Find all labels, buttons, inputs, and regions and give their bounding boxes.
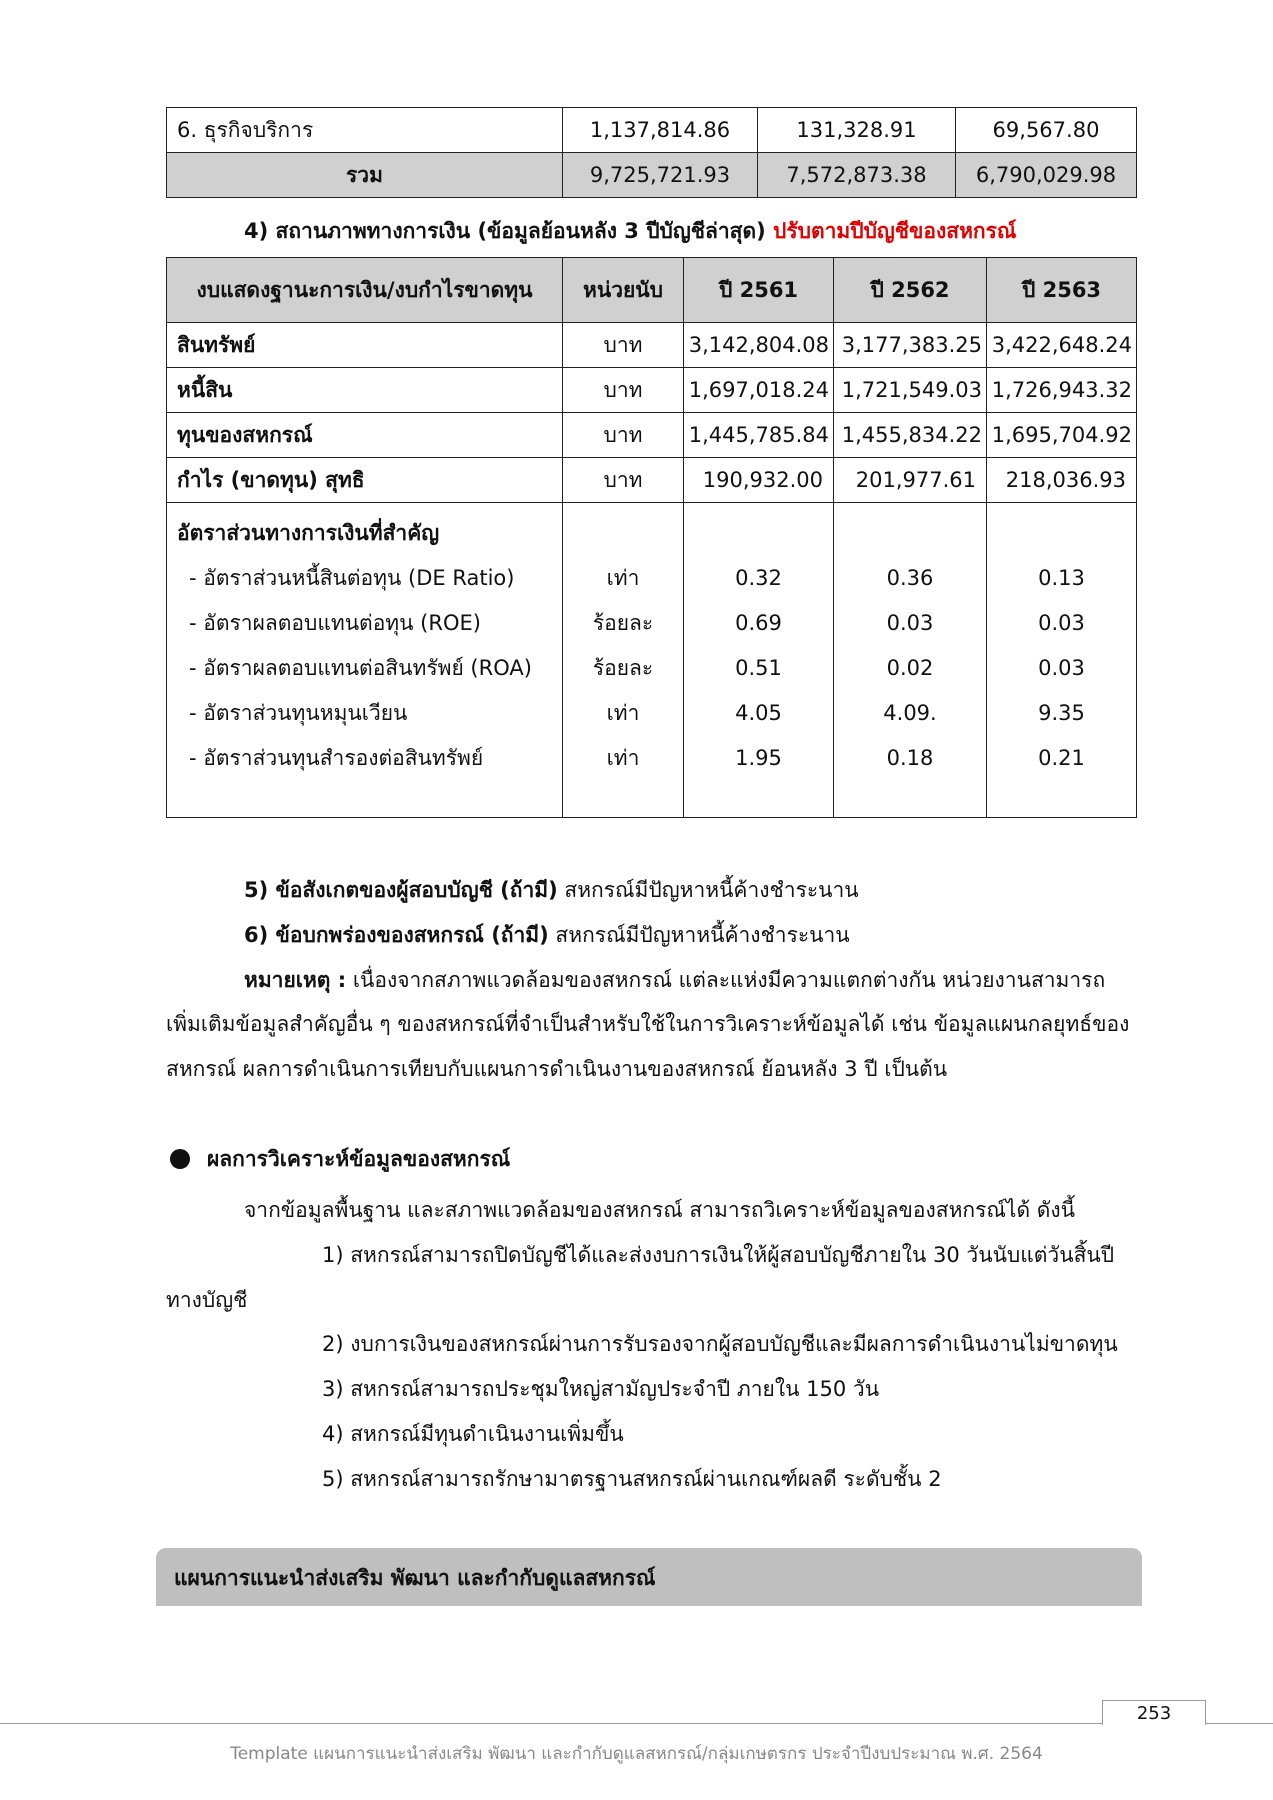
row-unit: บาท: [563, 458, 684, 503]
section6: [244, 920, 850, 950]
cell-value: 218,036.93: [987, 458, 1137, 503]
ratio-value: 0.21: [1038, 746, 1085, 770]
ratio-value: 0.69: [735, 611, 782, 635]
remark-line-2: เพิ่มเติมข้อมูลสำคัญอื่น ๆ ของสหกรณ์ที่จำเป็นสำหรับใช้ในการวิเคราะห์ข้อมูลได้ เช่น ข้อมูลแผนกลยุทธ์ของ: [166, 1012, 1130, 1036]
remark-text: เนื่องจากสภาพแวดล้อมของสหกรณ์ แต่ละแห่งมีความแตกต่างกัน หน่วยงานสามารถ: [346, 968, 1106, 992]
header-year-2563: ปี 2563: [987, 258, 1137, 323]
table-row: [167, 458, 1137, 503]
footer-divider: [0, 1723, 1273, 1724]
table-row: [167, 323, 1137, 368]
cell-value: 1,697,018.24: [684, 368, 834, 413]
page-number: 253: [1102, 1700, 1206, 1725]
analysis-item: 1) สหกรณ์สามารถปิดบัญชีได้และส่งงบการเงินให้ผู้สอบบัญชีภายใน 30 วันนับแต่วันสิ้นปี: [322, 1243, 1115, 1267]
header-year-2561: ปี 2561: [684, 258, 834, 323]
ratio-values-2561: [684, 503, 834, 818]
remark-label: หมายเหตุ :: [244, 968, 347, 992]
cell-value: 6,790,029.98: [956, 153, 1137, 198]
financial-status-table: [166, 257, 1137, 818]
ratio-label: - อัตราผลตอบแทนต่อทุน (ROE): [189, 611, 481, 635]
bullet-icon: [170, 1149, 190, 1169]
section6-text: สหกรณ์มีปัญหาหนี้ค้างชำระนาน: [548, 923, 850, 947]
row-label: สินทรัพย์: [167, 323, 563, 368]
cell-value: 1,726,943.32: [987, 368, 1137, 413]
ratio-labels: [167, 503, 563, 818]
ratio-value: 0.51: [735, 656, 782, 680]
ratio-unit: เท่า: [606, 701, 640, 725]
analysis-heading: ผลการวิเคราะห์ข้อมูลของสหกรณ์: [207, 1147, 511, 1171]
cell-value: 7,572,873.38: [758, 153, 956, 198]
section4-heading-note: ปรับตามปีบัญชีของสหกรณ์: [773, 219, 1017, 243]
total-label: รวม: [167, 153, 563, 198]
ratio-units: [563, 503, 684, 818]
ratio-block-row: [167, 503, 1137, 818]
ratio-unit: ร้อยละ: [592, 656, 654, 680]
analysis-item: 2) งบการเงินของสหกรณ์ผ่านการรับรองจากผู้สอบบัญชีและมีผลการดำเนินงานไม่ขาดทุน: [322, 1332, 1118, 1356]
ratio-unit: ร้อยละ: [592, 611, 654, 635]
ratio-value: 0.03: [1038, 656, 1085, 680]
ratio-value: 0.03: [886, 611, 934, 635]
banner-title: แผนการแนะนำส่งเสริม พัฒนา และกำกับดูแลสหกรณ์: [174, 1566, 656, 1590]
ratio-label: - อัตราส่วนทุนสำรองต่อสินทรัพย์: [189, 746, 484, 770]
cell-value: 190,932.00: [684, 458, 834, 503]
cell-value: 3,177,383.25: [834, 323, 987, 368]
table-row: [167, 368, 1137, 413]
footer-text: Template แผนการแนะนำส่งเสริม พัฒนา และกำกับดูแลสหกรณ์/กลุ่มเกษตรกร ประจำปีงบประมาณ พ.ศ. 2564: [230, 1744, 1043, 1764]
ratio-label: - อัตราส่วนหนี้สินต่อทุน (DE Ratio): [189, 566, 515, 590]
header-year-2562: ปี 2562: [834, 258, 987, 323]
total-row: [167, 153, 1137, 198]
ratio-values-2563: [987, 503, 1137, 818]
header-unit: หน่วยนับ: [563, 258, 684, 323]
ratio-value: 0.18: [886, 746, 934, 770]
table-row: [167, 413, 1137, 458]
ratio-value: 0.02: [886, 656, 934, 680]
section5-text: สหกรณ์มีปัญหาหนี้ค้างชำระนาน: [557, 878, 859, 902]
row-label: 6. ธุรกิจบริการ: [167, 108, 563, 153]
ratio-value: 4.05: [735, 701, 782, 725]
remark-line-1: [244, 965, 1105, 995]
ratio-value: 0.32: [735, 566, 782, 590]
row-unit: บาท: [563, 368, 684, 413]
ratio-label: - อัตราส่วนทุนหมุนเวียน: [189, 701, 408, 725]
cell-value: 3,422,648.24: [987, 323, 1137, 368]
cell-value: 3,142,804.08: [684, 323, 834, 368]
analysis-intro: จากข้อมูลพื้นฐาน และสภาพแวดล้อมของสหกรณ์ สามารถวิเคราะห์ข้อมูลของสหกรณ์ได้ ดังนี้: [244, 1198, 1076, 1222]
cell-value: 1,137,814.86: [563, 108, 758, 153]
cell-value: 9,725,721.93: [563, 153, 758, 198]
table-header-row: [167, 258, 1137, 323]
row-label: ทุนของสหกรณ์: [167, 413, 563, 458]
section5-label: 5) ข้อสังเกตของผู้สอบบัญชี (ถ้ามี): [244, 878, 558, 902]
ratio-value: 0.36: [886, 566, 934, 590]
ratio-value: 9.35: [1038, 701, 1085, 725]
ratio-value: 4.09.: [883, 701, 937, 725]
section6-label: 6) ข้อบกพร่องของสหกรณ์ (ถ้ามี): [244, 923, 549, 947]
analysis-item: 5) สหกรณ์สามารถรักษามาตรฐานสหกรณ์ผ่านเกณฑ์ผลดี ระดับชั้น 2: [322, 1467, 942, 1491]
ratio-unit: เท่า: [606, 566, 640, 590]
ratio-value: 0.03: [1038, 611, 1085, 635]
cell-value: 1,695,704.92: [987, 413, 1137, 458]
cell-value: 1,721,549.03: [834, 368, 987, 413]
ratio-value: 1.95: [735, 746, 782, 770]
business-summary-table: [166, 107, 1137, 198]
cell-value: 1,455,834.22: [834, 413, 987, 458]
cell-value: 69,567.80: [956, 108, 1137, 153]
ratio-values-2562: [834, 503, 987, 818]
section-banner: [156, 1548, 1142, 1606]
ratio-label: - อัตราผลตอบแทนต่อสินทรัพย์ (ROA): [189, 656, 532, 680]
analysis-item: 3) สหกรณ์สามารถประชุมใหญ่สามัญประจำปี ภายใน 150 วัน: [322, 1377, 880, 1401]
cell-value: 201,977.61: [834, 458, 987, 503]
row-label: หนี้สิน: [167, 368, 563, 413]
section5: [244, 875, 859, 905]
row-unit: บาท: [563, 323, 684, 368]
section4-heading: [244, 216, 1016, 246]
row-label: กำไร (ขาดทุน) สุทธิ: [167, 458, 563, 503]
analysis-item: 4) สหกรณ์มีทุนดำเนินงานเพิ่มขึ้น: [322, 1422, 624, 1446]
ratio-unit: เท่า: [606, 746, 640, 770]
section4-heading-text: 4) สถานภาพทางการเงิน (ข้อมูลย้อนหลัง 3 ปีบัญชีล่าสุด): [244, 219, 766, 243]
analysis-item-continuation: ทางบัญชี: [166, 1288, 248, 1312]
table-row: [167, 108, 1137, 153]
cell-value: 1,445,785.84: [684, 413, 834, 458]
remark-line-3: สหกรณ์ ผลการดำเนินการเทียบกับแผนการดำเนินงานของสหกรณ์ ย้อนหลัง 3 ปี เป็นต้น: [166, 1057, 948, 1081]
ratio-title: อัตราส่วนทางการเงินที่สำคัญ: [177, 521, 440, 545]
row-unit: บาท: [563, 413, 684, 458]
header-statement: งบแสดงฐานะการเงิน/งบกำไรขาดทุน: [167, 258, 563, 323]
cell-value: 131,328.91: [758, 108, 956, 153]
ratio-value: 0.13: [1038, 566, 1085, 590]
